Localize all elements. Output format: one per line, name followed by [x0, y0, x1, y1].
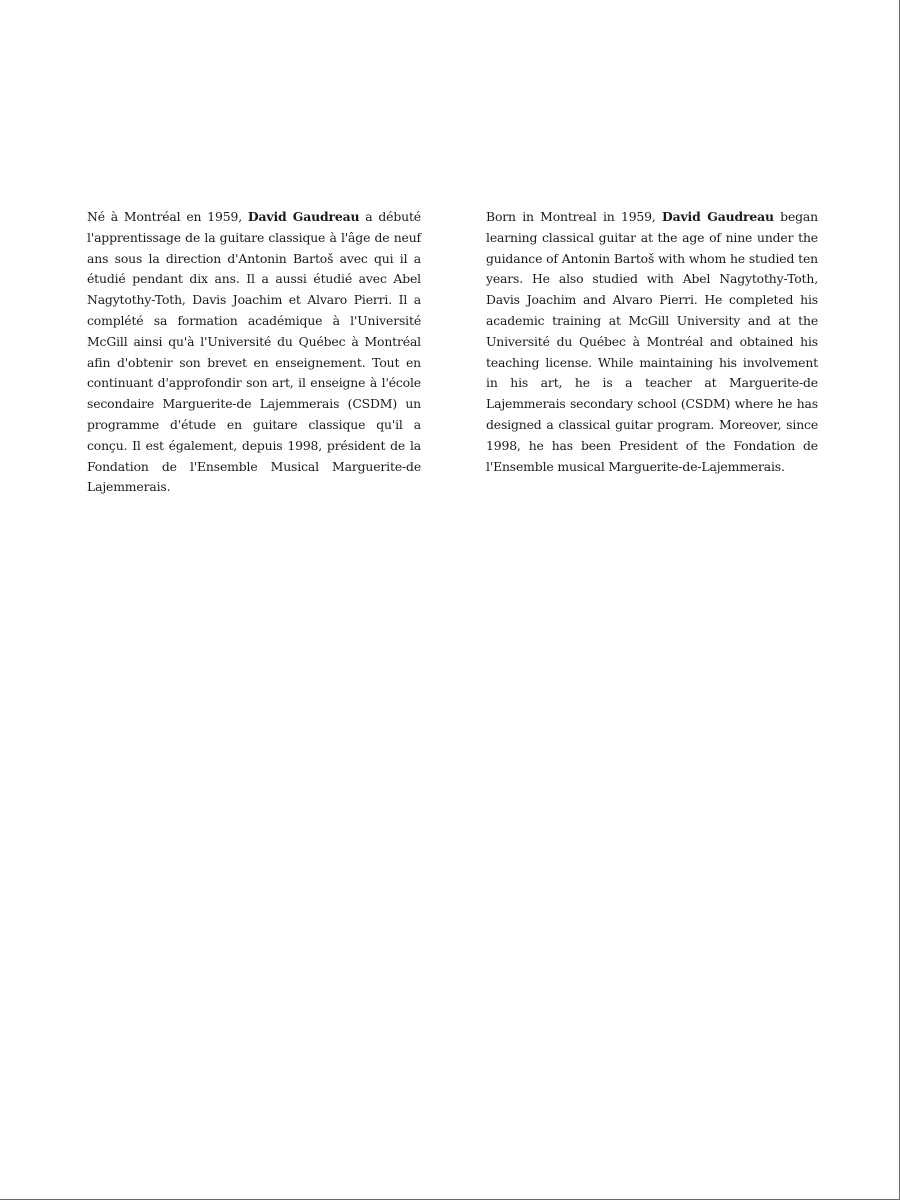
english-bio-name: David Gaudreau: [662, 209, 774, 224]
french-bio-body: a débuté l'apprentissage de la guitare classique à l'âge de neuf ans sous la direction d'Antonin Bartoš avec qui il a étudié pendant dix ans. Il a aussi étudié avec Abel Nagytothy-Toth, Davis Joachim et Alvaro Pierri. Il a complété sa formation académique à l'Université McGill ainsi qu'à l'Université du Québec à Montréal afin d'obtenir son brevet en enseignement. Tout en continuant d'approfondir son art, il enseigne à l'école secondaire Marguerite-de Lajemmerais (CSDM) un programme d'étude en guitare classique qu'il a conçu. Il est également, depuis 1998, président de la Fondation de l'Ensemble Musical Marguerite-de Lajemmerais.: [87, 209, 421, 495]
french-bio-name: David Gaudreau: [247, 209, 360, 224]
english-biography: [486, 207, 818, 477]
english-bio-body: began learning classical guitar at the age of nine under the guidance of Antonin Bartoš with whom he studied ten years. He also studied with Abel Nagytothy-Toth, Davis Joachim and Alvaro Pierri. He completed his academic training at McGill University and at the Université du Québec à Montréal and obtained his teaching license. While maintaining his involvement in his art, he is a teacher at Marguerite-de Lajemmerais secondary school (CSDM) where he has designed a classical guitar program. Moreover, since 1998, he has been President of the Fondation de l'Ensemble musical Marguerite-de-Lajemmerais.: [486, 209, 818, 474]
english-bio-intro: Born in Montreal in 1959,: [486, 209, 663, 224]
french-biography: [87, 207, 421, 498]
french-bio-intro: Né à Montréal en 1959,: [87, 209, 248, 224]
